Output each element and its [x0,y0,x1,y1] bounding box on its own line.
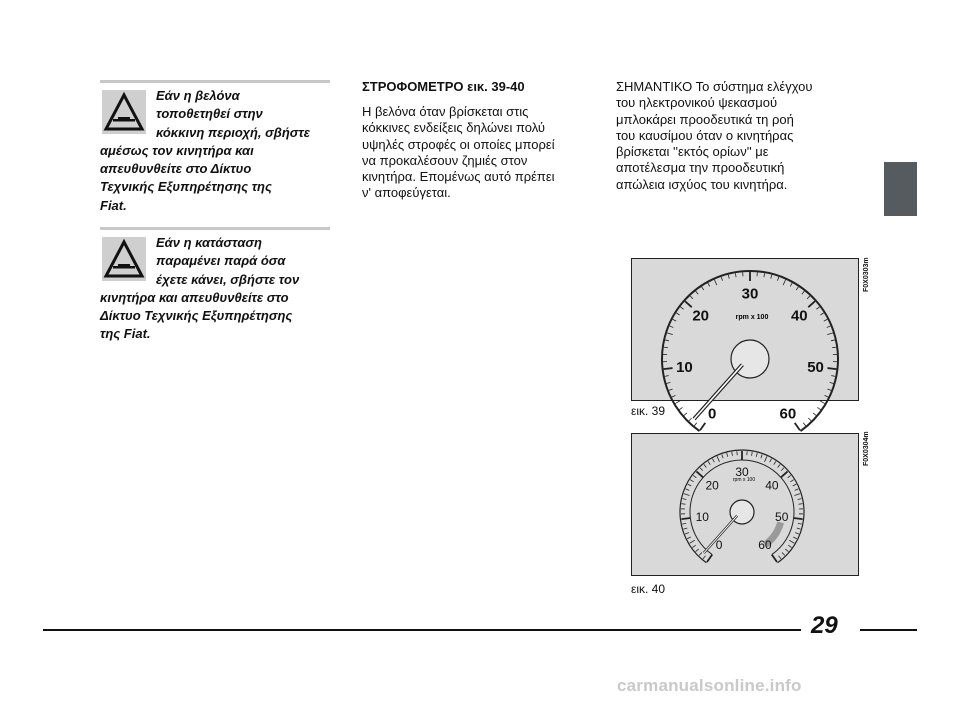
gauge-tick [683,528,687,529]
text-line: ν' αποφεύγεται. [362,185,451,201]
text-line: αποτέλεσμα την προοδευτική [616,160,785,176]
gauge-tick [685,301,692,307]
text-line: μπλοκάρει προοδευτικά τη ροή [616,111,794,127]
unit-label: rpm x 100 [735,314,769,321]
gauge-tick [813,413,816,416]
gauge-tick [665,340,669,341]
gauge-tick [795,489,799,491]
gauge-tick [664,368,673,369]
text-line: Η βελόνα όταν βρίσκεται στις [362,104,529,119]
gauge-tick [777,277,778,281]
gauge-tick [684,494,690,496]
gauge-tick [789,540,794,543]
gauge-tick [798,499,802,500]
tick-label: 50 [775,509,789,524]
gauge-tick [827,368,836,369]
warning-line: τοποθετηθεί στην [156,106,263,122]
page-number: 29 [811,612,838,639]
gauge-tick [665,376,669,377]
tick-label: 40 [790,307,808,325]
gauge-tick [722,454,723,458]
text-line: του ηλεκτρονικού ψεκασμού [616,95,778,111]
gauge-tick [700,423,705,430]
gauge-tick [696,549,699,552]
warning-line: αμέσως τον κινητήρα και [100,142,254,158]
gauge-tick [778,464,780,467]
warning-rule-top [100,80,330,83]
gauge-tick [708,461,710,464]
gauge-tick [694,423,697,426]
gauge-tick [790,283,792,286]
gauge-tick [690,296,693,299]
tick-label: 10 [676,358,693,376]
gauge-tick [785,549,788,552]
gauge-tick [795,423,800,430]
gauge-tick [803,423,806,426]
tick-label: 0 [715,537,723,552]
text-line: κινητήρα. Επομένως αυτό πρέπει [362,169,555,185]
gauge-tick [781,468,784,471]
gauge-tick [824,319,828,321]
unit-label: rpm x 100 [732,477,756,483]
gauge-tick [793,537,797,539]
warning-line: παραμένει παρά όσα [156,253,286,269]
gauge-tick [669,389,673,390]
text-line: του καυσίμου όταν ο κινητήρας [616,127,794,143]
gauge-tick [667,382,671,383]
warning-text-1 [100,87,340,215]
text-line: κόκκινες ενδείξεις δηλώνει πολύ [362,120,546,136]
gauge-tick [764,273,765,277]
gauge-tick [795,533,799,534]
figure-code: F0X0304m [863,431,870,466]
gauge-tick [690,540,695,543]
gauge-tick [693,475,696,477]
gauge-tick [727,453,728,457]
gauge-tick [735,273,736,277]
gauge-tick [796,287,798,290]
gauge-tick [717,456,719,461]
gauge-tick [817,407,820,409]
gauge-tick [707,555,712,562]
gauge-tick [676,313,679,315]
gauge-tick [765,456,767,461]
gauge-tick [781,471,788,477]
footer-rule [860,629,917,631]
warning-line: Εάν η κατάσταση [156,235,262,250]
gauge-tick [721,277,722,281]
gauge-tick [808,301,815,307]
gauge-tick [825,395,829,397]
gauge-tick [667,333,673,335]
text-line: να προκαλέσουν ζημιές στον [362,152,528,168]
warning-line: κινητήρα και απευθυνθείτε στο [100,289,289,305]
warning-rule-top [100,227,330,230]
gauge-tick [703,556,706,559]
needle-highlight [694,365,742,419]
gauge-tick [807,296,810,299]
gauge-tick [770,459,772,462]
gauge-tick [794,494,800,496]
gauge-tick [788,475,791,477]
right-paragraph [616,79,813,193]
tick-label: 30 [741,285,759,303]
gauge-tick [682,504,686,505]
gauge-tick [779,556,782,559]
middle-paragraph [362,104,555,202]
gauge-tick [704,464,706,467]
gauge-tick [679,407,682,409]
gauge-tick [714,280,716,285]
gauge-tick [820,401,825,404]
gauge-tick [790,480,793,482]
gauge-tick [702,287,704,290]
tick-label: 60 [779,405,797,423]
tick-label: 50 [807,358,824,376]
gauge-tick [831,340,835,341]
warning-line: Εάν η βελόνα [156,88,240,103]
figure-40 [631,433,859,576]
gauge-tick [774,461,776,464]
gauge-tick [712,459,714,462]
gauge-tick [802,291,804,294]
gauge-tick [728,275,729,279]
text-line: υψηλές στροφές οι οποίες μπορεί [362,136,555,152]
figure-caption: εικ. 40 [631,582,666,596]
gauge-tick [700,468,703,471]
gauge-tick [672,395,676,397]
tick-label: 40 [765,478,779,493]
warning-line: έχετε κάνει, σβήστε τον [156,271,300,287]
warning-line: Τεχνικής Εξυπηρέτησης της [100,179,272,195]
gauge-tick [684,413,687,416]
gauge-tick [756,453,757,457]
gauge-tick [832,347,836,348]
gauge-tick [686,489,690,491]
gauge-tick [681,518,690,519]
gauge-tick [772,555,777,562]
gauge-tick [690,480,693,482]
tick-label: 60 [758,537,772,552]
warning-line: της Fiat. [100,326,151,342]
gauge-tick [798,523,802,524]
gauge-tick [708,283,710,286]
gauge-tick [682,523,686,524]
gauge-tick [808,418,811,421]
gauge-tick [689,418,692,421]
gauge-tick [827,333,833,335]
gauge-tick [682,499,686,500]
tick-label: 10 [695,509,709,524]
warning-line: Fiat. [100,197,127,213]
gauge-tick [687,537,691,539]
section-heading: ΣΤΡΟΦΟΜΕΤΡΟ εικ. 39-40 [362,79,525,94]
footer-rule [43,629,801,631]
gauge-tick [732,452,733,456]
warning-text-2 [100,234,340,344]
gauge-tick [752,452,753,456]
gauge-tick [820,313,823,315]
gauge-tick [788,545,791,547]
gauge-tick [816,307,819,309]
gauge-tick [673,319,677,321]
gauge-tick [827,326,831,328]
gauge-tick [783,280,785,285]
warning-line: κόκκινη περιοχή, σβήστε [156,124,310,140]
gauge-tick [670,326,674,328]
gauge-tick [699,553,702,556]
tachometer-40 [632,434,857,574]
gauge-tick [680,307,683,309]
gauge-tick [793,484,797,486]
gauge-tick [831,376,835,377]
warning-line: απευθυνθείτε στο Δίκτυο [100,161,252,177]
gauge-tick [830,382,834,383]
tachometer-graphic [662,271,838,431]
gauge-tick [675,401,680,404]
text-line: βρίσκεται ''εκτός ορίων'' με [616,144,769,160]
gauge-tick [761,454,762,458]
text-line: απώλεια ισχύος του κινητήρα. [616,176,788,192]
gauge-tick [664,347,668,348]
tick-label: 20 [692,307,710,325]
figure-code: F0X0303m [863,257,870,292]
tick-label: 30 [735,465,749,480]
tick-label: 20 [705,478,719,493]
gauge-tick [798,504,802,505]
gauge-tick [688,484,692,486]
gauge-tick [827,389,831,390]
gauge-tick [696,291,698,294]
gauge-tick [692,545,695,547]
warning-line: Δίκτυο Τεχνικής Εξυπηρέτησης [100,308,293,324]
tachometer-graphic [680,450,804,563]
gauge-tick [696,471,703,477]
gauge-tick [794,518,803,519]
tick-label: 0 [707,405,717,423]
gauge-tick [797,528,801,529]
gauge-tick [771,275,772,279]
watermark: carmanualsonline.info [617,676,802,695]
gauge-tick [685,533,689,534]
figure-caption: εικ. 39 [631,404,666,418]
text-line: ΣΗΜΑΝΤΙΚΟ Το σύστημα ελέγχου [616,79,813,94]
section-tab [884,162,917,216]
gauge-tick [782,553,785,556]
